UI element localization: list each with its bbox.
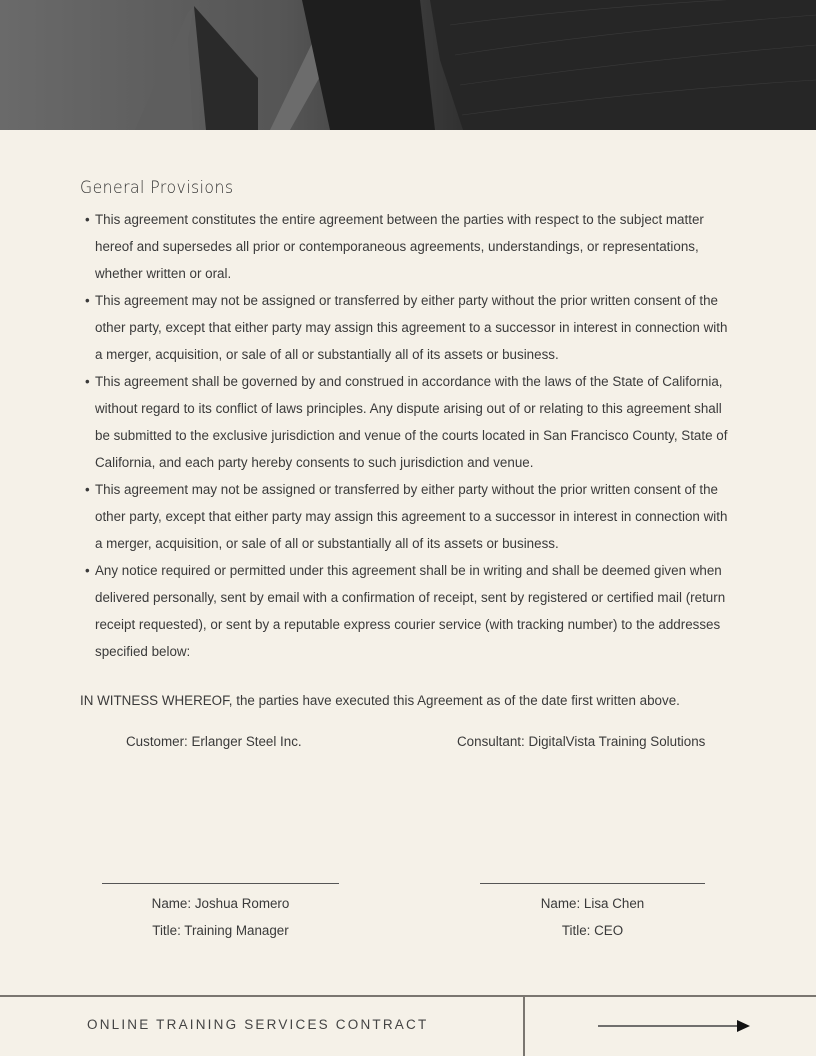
list-item: • This agreement shall be governed by and construed in accordance with the laws of the State of California, without regard to its conflict of laws principles. Any dispute arising out of or relating to this agreement shall be submitted to the exclusive jurisdiction and venue of the courts located in San Francisco County, State of California, and each party hereby consents to such jurisdiction and venue. <box>95 368 737 476</box>
list-item: • Any notice required or permitted under this agreement shall be in writing and shall be deemed given when delivered personally, sent by email with a confirmation of receipt, sent by registered or certified mail (return receipt requested), or sent by a reputable express courier service (with tracking number) to the addresses specified below: <box>95 557 737 665</box>
provisions-list <box>95 206 737 665</box>
consultant-title: Title: CEO <box>561 923 624 938</box>
arrow-right-icon[interactable] <box>598 1018 752 1034</box>
footer-divider <box>0 995 816 997</box>
list-item: • This agreement may not be assigned or transferred by either party without the prior written consent of the other party, except that either party may assign this agreement to a successor in interest in connection with a merger, acquisition, or sale of all or substantially all of its assets or business. <box>95 476 737 557</box>
customer-title: Title: Training Manager <box>152 923 289 938</box>
footer-title: ONLINE TRAINING SERVICES CONTRACT <box>87 1017 429 1032</box>
customer-name: Name: Joshua Romero <box>151 896 290 911</box>
consultant-name: Name: Lisa Chen <box>540 896 645 911</box>
witness-statement: IN WITNESS WHEREOF, the parties have executed this Agreement as of the date first written above. <box>80 693 680 708</box>
consultant-label: Consultant: DigitalVista Training Solutions <box>457 734 706 749</box>
list-item: • This agreement may not be assigned or transferred by either party without the prior written consent of the other party, except that either party may assign this agreement to a successor in interest in connection with a merger, acquisition, or sale of all or substantially all of its assets or business. <box>95 287 737 368</box>
header-architecture-image <box>0 0 816 130</box>
footer-vertical-divider <box>523 996 525 1056</box>
section-heading: General Provisions <box>80 178 234 198</box>
customer-signature-line <box>102 883 339 884</box>
customer-label: Customer: Erlanger Steel Inc. <box>126 734 302 749</box>
consultant-signature-line <box>480 883 705 884</box>
list-item: • This agreement constitutes the entire agreement between the parties with respect to the subject matter hereof and supersedes all prior or contemporaneous agreements, understandings, or representations, whether written or oral. <box>95 206 737 287</box>
